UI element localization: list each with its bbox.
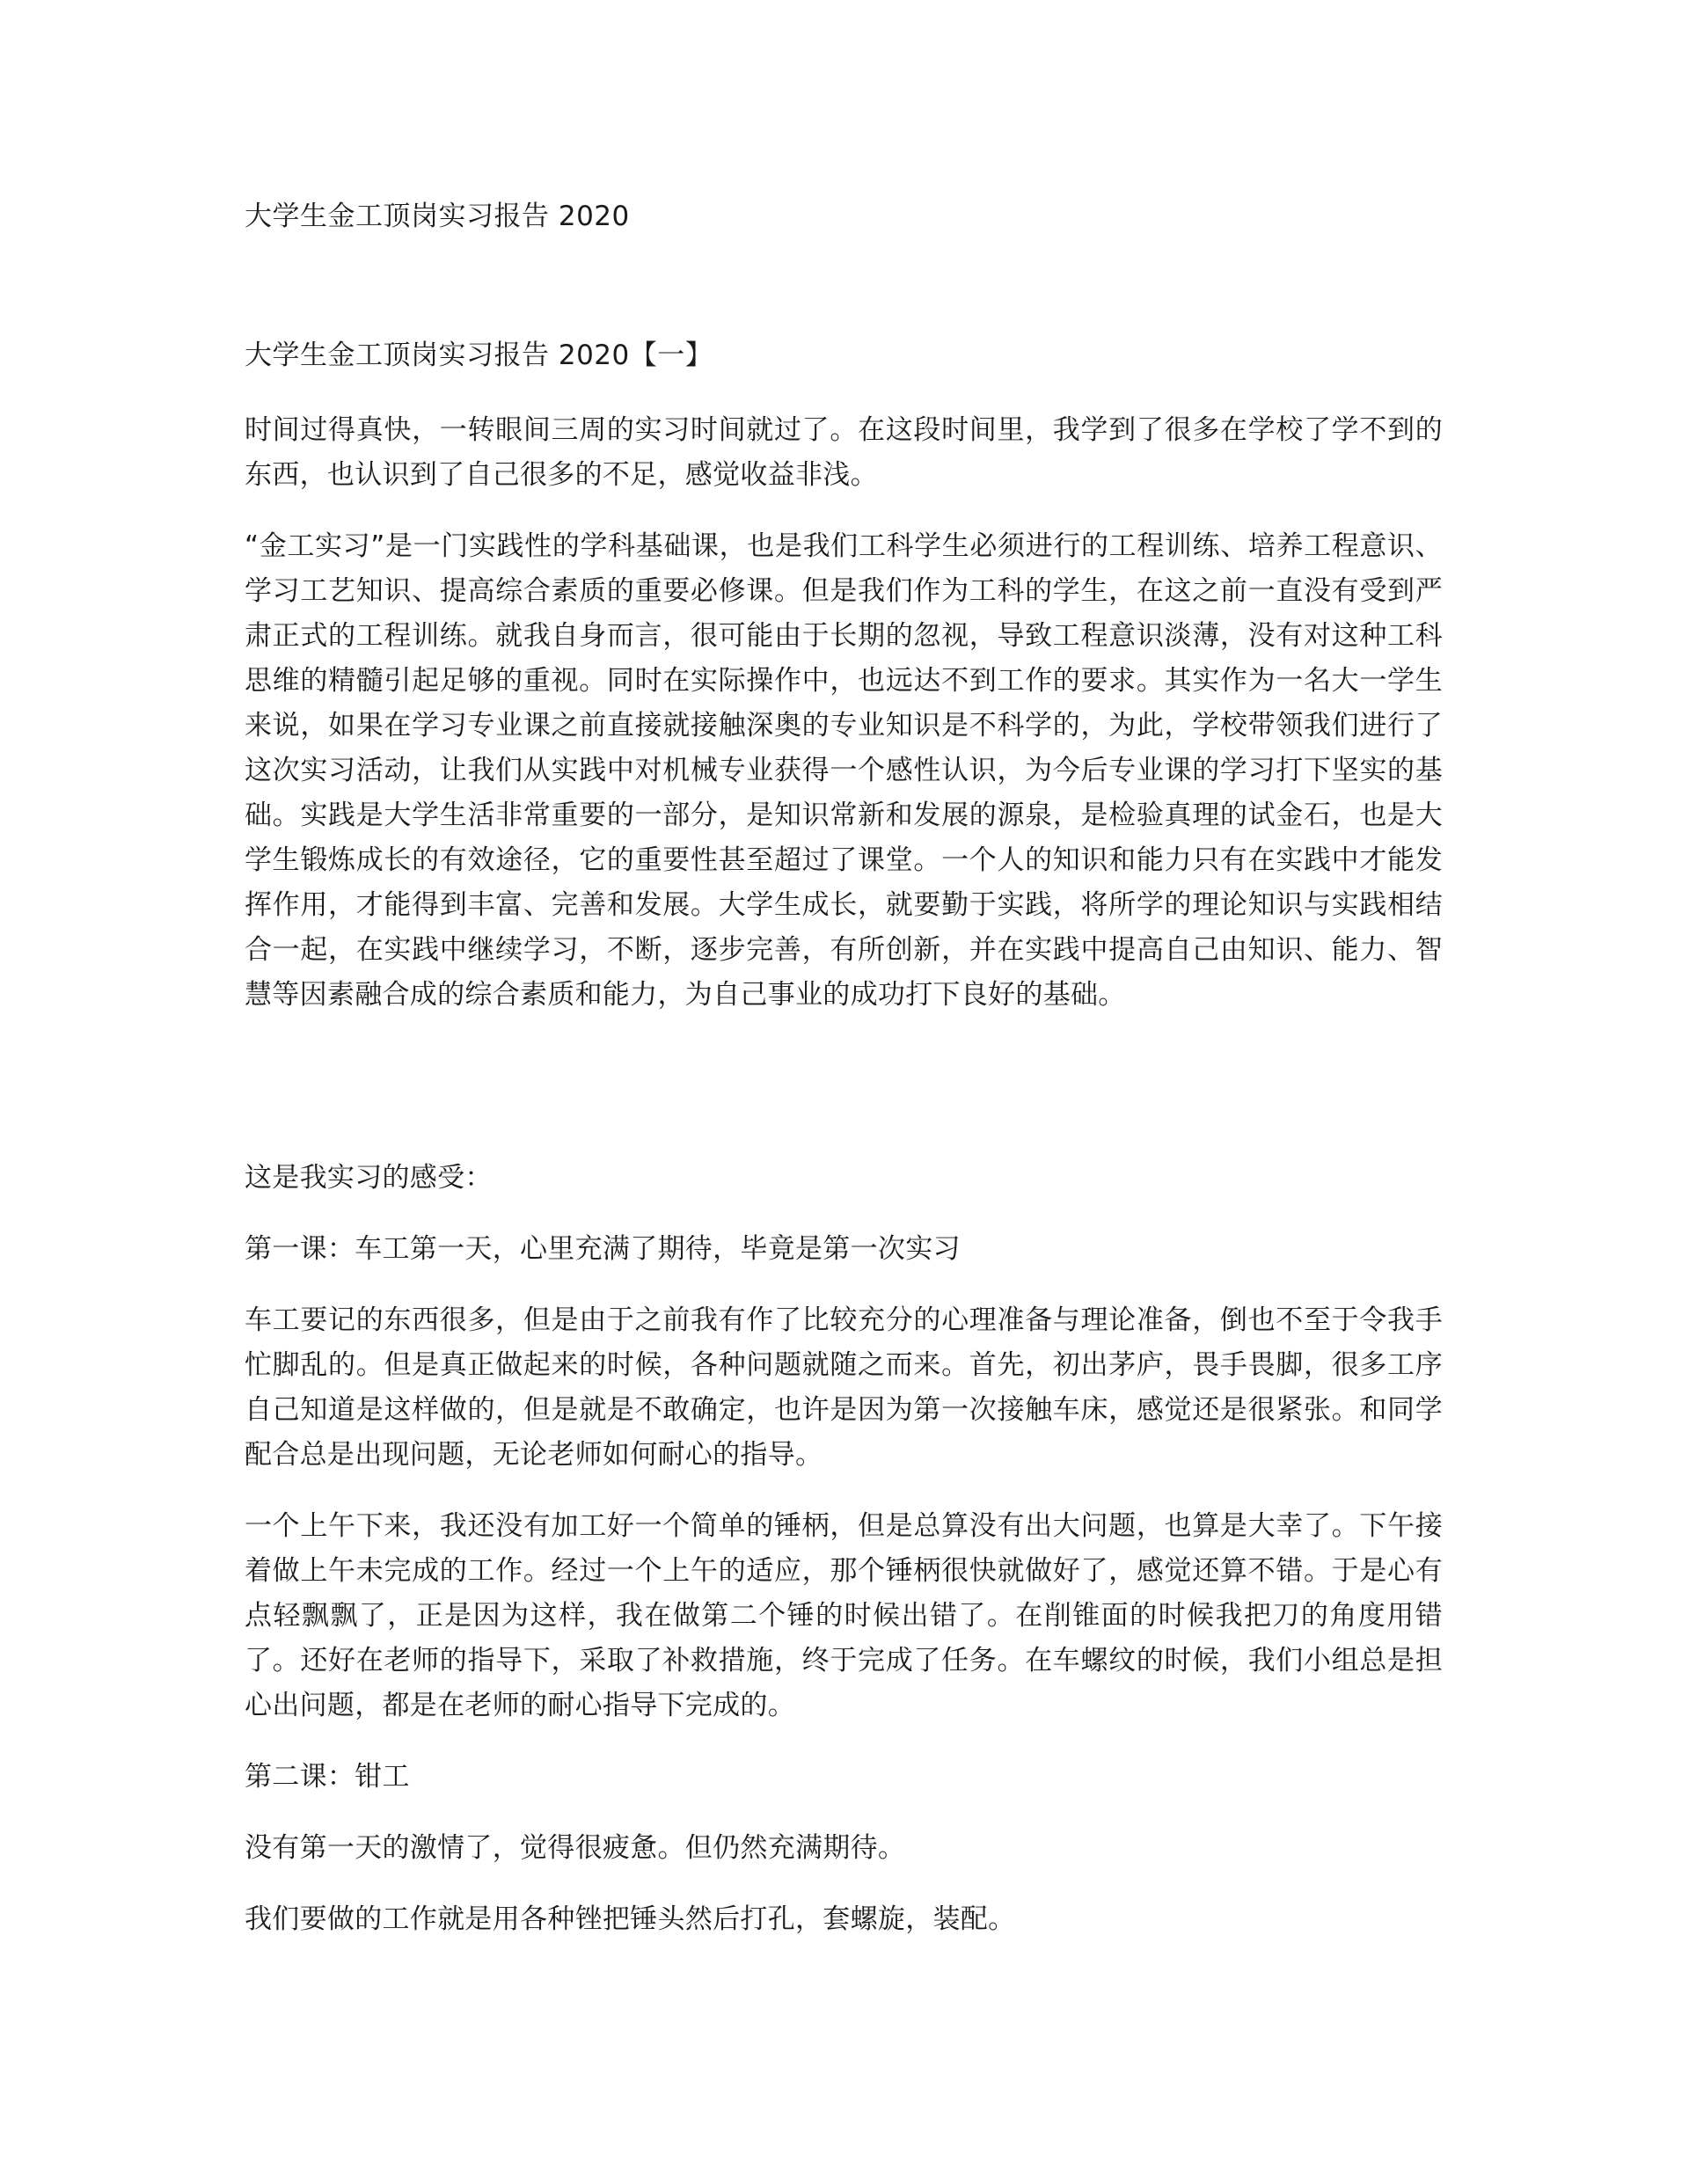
- paragraph: 一个上午下来，我还没有加工好一个简单的锤柄，但是总算没有出大问题，也算是大幸了。下午接着做上午未完成的工作。经过一个上午的适应，那个锤柄很快就做好了，感觉还算不错。于是心有点轻飘飘了，正是因为这样，我在做第二个锤的时候出错了。在削锥面的时候我把刀的角度用错了。还好在老师的指导下，采取了补救措施，终于完成了任务。在车螺纹的时候，我们小组总是担心出问题，都是在老师的耐心指导下完成的。: [245, 1510, 1443, 1721]
- paragraph: 车工要记的东西很多，但是由于之前我有作了比较充分的心理准备与理论准备，倒也不至于令我手忙脚乱的。但是真正做起来的时候，各种问题就随之而来。首先，初出茅庐，畏手畏脚，很多工序自己知道是这样做的，但是就是不敢确定，也许是因为第一次接触车床，感觉还是很紧张。和同学配合总是出现问题，无论老师如何耐心的指导。: [245, 1304, 1443, 1471]
- lesson-heading: 第一课：车工第一天，心里充满了期待，毕竟是第一次实习: [245, 1233, 961, 1265]
- intro-section: [245, 408, 1443, 1044]
- document-page: [245, 0, 1443, 2184]
- paragraph: “金工实习”是一门实践性的学科基础课，也是我们工科学生必须进行的工程训练、培养工程意识、学习工艺知识、提高综合素质的重要必修课。但是我们作为工科的学生，在这之前一直没有受到严肃正式的工程训练。就我自身而言，很可能由于长期的忽视，导致工程意识淡薄，没有对这种工科思维的精髓引起足够的重视。同时在实际操作中，也远达不到工作的要求。其实作为一名大一学生来说，如果在学习专业课之前直接就接触深奥的专业知识是不科学的，为此，学校带领我们进行了这次实习活动，让我们从实践中对机械专业获得一个感性认识，为今后专业课的学习打下坚实的基础。实践是大学生活非常重要的一部分，是知识常新和发展的源泉，是检验真理的试金石，也是大学生锻炼成长的有效途径，它的重要性甚至超过了课堂。一个人的知识和能力只有在实践中才能发挥作用，才能得到丰富、完善和发展。大学生成长，就要勤于实践，将所学的理论知识与实践相结合一起，在实践中继续学习，不断，逐步完善，有所创新，并在实践中提高自己由知识、能力、智慧等因素融合成的综合素质和能力，为自己事业的成功打下良好的基础。: [245, 530, 1443, 1011]
- experience-section: [245, 1156, 1443, 1969]
- section-heading: 大学生金工顶岗实习报告 2020【一】: [245, 340, 713, 371]
- lesson-heading: 第二课：钳工: [245, 1761, 410, 1793]
- paragraph: 没有第一天的激情了，觉得很疲惫。但仍然充满期待。: [245, 1832, 906, 1864]
- paragraph: 这是我实习的感受：: [245, 1162, 493, 1194]
- paragraph: 时间过得真快，一转眼间三周的实习时间就过了。在这段时间里，我学到了很多在学校了学不到的东西，也认识到了自己很多的不足，感觉收益非浅。: [245, 414, 1443, 491]
- document-title: 大学生金工顶岗实习报告 2020: [245, 201, 630, 232]
- paragraph: 我们要做的工作就是用各种锉把锤头然后打孔，套螺旋，装配。: [245, 1903, 1016, 1935]
